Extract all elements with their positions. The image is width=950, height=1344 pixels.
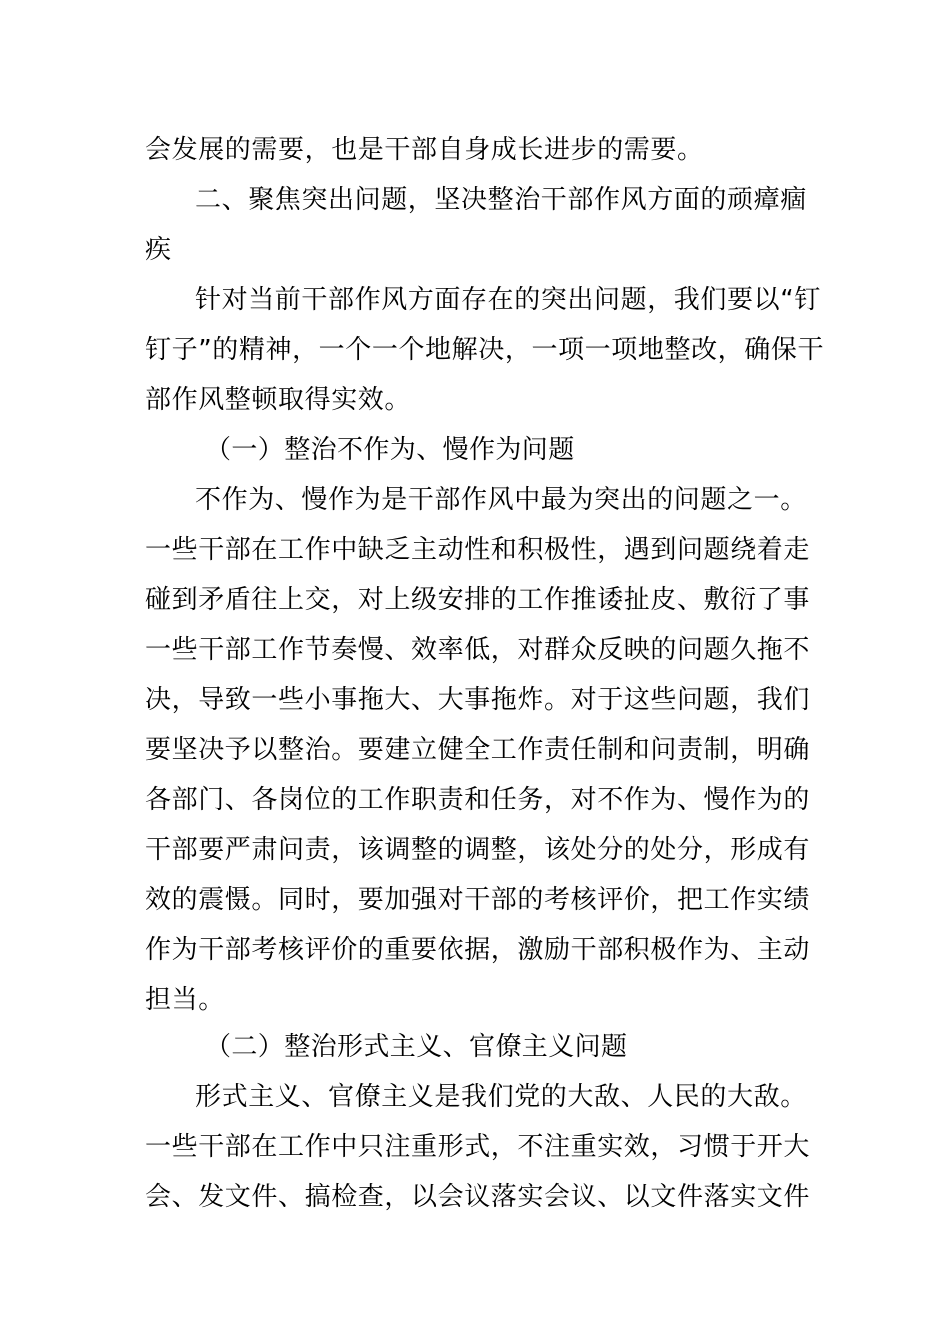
section-heading-continued: 疾 <box>145 235 172 265</box>
paragraph-line: 作为干部考核评价的重要依据，激励干部积极作为、主动 <box>145 935 811 965</box>
paragraph-line: 效的震慑。同时，要加强对干部的考核评价，把工作实绩 <box>145 885 811 915</box>
paragraph-line: 不作为、慢作为是干部作风中最为突出的问题之一。 <box>195 485 807 515</box>
paragraph-line: 会、发文件、搞检查，以会议落实会议、以文件落实文件 <box>145 1182 811 1212</box>
paragraph-line: 担当。 <box>145 985 225 1015</box>
paragraph-line: 一些干部在工作中缺乏主动性和积极性，遇到问题绕着走 <box>145 535 811 565</box>
paragraph-line: 部作风整顿取得实效。 <box>145 385 412 415</box>
paragraph-line: 一些干部在工作中只注重形式，不注重实效，习惯于开大 <box>145 1132 811 1162</box>
subsection-heading: （一）整治不作为、慢作为问题 <box>205 435 575 465</box>
paragraph-line: 会发展的需要，也是干部自身成长进步的需要。 <box>145 135 704 165</box>
paragraph-line: 针对当前干部作风方面存在的突出问题，我们要以“钉 <box>195 285 821 315</box>
paragraph-line: 各部门、各岗位的工作职责和任务，对不作为、慢作为的 <box>145 785 811 815</box>
section-heading: 二、聚焦突出问题，坚决整治干部作风方面的顽瘴痼 <box>195 185 807 215</box>
paragraph-line: 决，导致一些小事拖大、大事拖炸。对于这些问题，我们 <box>145 685 811 715</box>
subsection-heading: （二）整治形式主义、官僚主义问题 <box>205 1032 628 1062</box>
paragraph-line: 要坚决予以整治。要建立健全工作责任制和问责制，明确 <box>145 735 811 765</box>
paragraph-line: 一些干部工作节奏慢、效率低，对群众反映的问题久拖不 <box>145 635 811 665</box>
paragraph-line: 干部要严肃问责，该调整的调整，该处分的处分，形成有 <box>145 835 811 865</box>
paragraph-line: 形式主义、官僚主义是我们党的大敌、人民的大敌。 <box>195 1082 807 1112</box>
paragraph-line: 碰到矛盾往上交，对上级安排的工作推诿扯皮、敷衍了事 <box>145 585 811 615</box>
paragraph-line: 钉子”的精神，一个一个地解决，一项一项地整改，确保干 <box>145 335 825 365</box>
